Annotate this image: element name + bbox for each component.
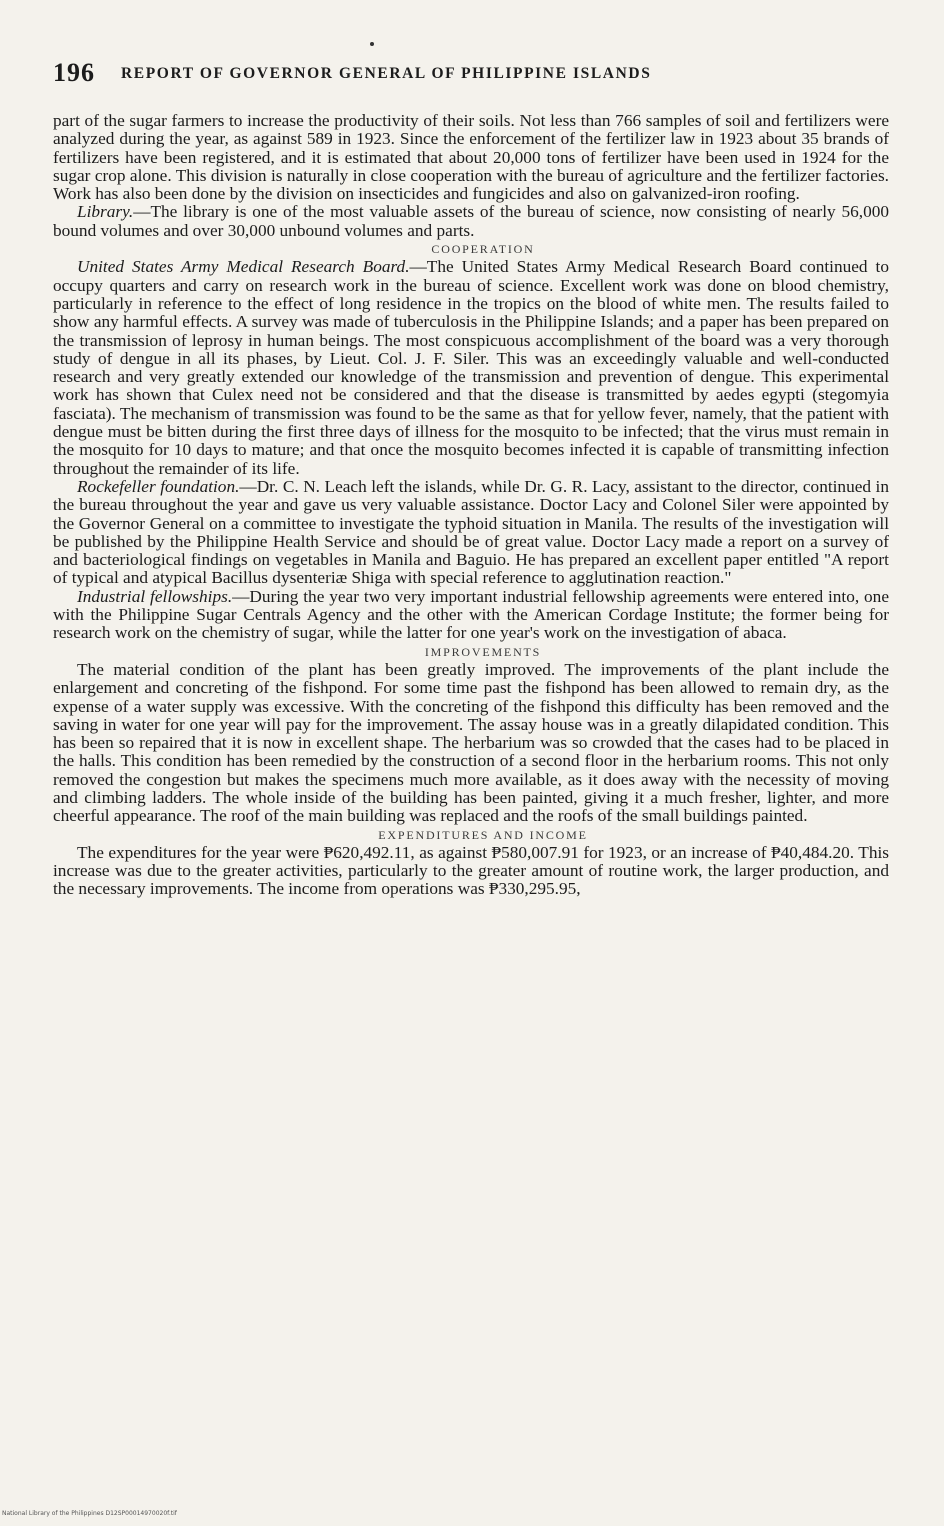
ink-speck bbox=[370, 42, 374, 46]
paragraph-rockefeller-text: —Dr. C. N. Leach left the islands, while Dr. G. R. Lacy, assistant to the director, continued in the bureau throughout the year and gave us very valuable assistance. Doctor Lacy and Colonel Siler were appointed by the Governor General on a committee to investigate the typhoid situation in Manila. The results of the investigation will be published by the Philippine Health Service and should be of great value. Doctor Lacy made a report on a survey of and bacteriological findings on vegetables in Manila and Baguio. He has prepared an excellent paper entitled "A report of typical and atypical Bacillus dysenteriæ Shiga with special reference to agglutination reaction." bbox=[53, 476, 889, 588]
paragraph-fellowships-text: —During the year two very important industrial fellowship agreements were entered into, one with the Philippine Sugar Centrals Agency and the other with the American Cordage Institute; the former being for research work on the chemistry of sugar, while the latter for one year's work on the investigation of abaca. bbox=[53, 586, 889, 643]
paragraph-expenditures: The expenditures for the year were ₱620,492.11, as against ₱580,007.91 for 1923, or an increase of ₱40,484.20. This increase was due to the greater activities, particularly to the greater amount of routine work, the larger production, and the necessary improvements. The income from operations was ₱330,295.95, bbox=[53, 842, 889, 899]
section-heading-cooperation: COOPERATION bbox=[431, 242, 535, 257]
scan-footer: National Library of the Philippines D12SP00014970020f.tif bbox=[2, 1510, 177, 1517]
paragraph-rockefeller bbox=[53, 478, 889, 588]
paragraph-improvements: The material condition of the plant has been greatly improved. The improvements of the plant include the enlargement and concreting of the fishpond. For some time past the fishpond has been allowed to remain dry, as the expense of a water supply was excessive. With the concreting of the fishpond this difficulty has been removed and the saving in water for one year will pay for the improvement. The assay house was in a greatly dilapidated condition. This has been so repaired that it is now in excellent shape. The herbarium was so crowded that the cases had to be placed in the halls. This condition has been remedied by the construction of a second floor in the herbarium rooms. This not only removed the congestion but makes the specimens much more available, as it does away with the necessity of moving and climbing ladders. The whole inside of the building has been painted, giving it a much fresher, lighter, and more cheerful appearance. The roof of the main building was replaced and the roofs of the small buildings painted. bbox=[53, 659, 889, 826]
paragraph-library bbox=[53, 203, 889, 240]
running-head: REPORT OF GOVERNOR GENERAL OF PHILIPPINE ISLANDS bbox=[121, 65, 652, 82]
paragraph-sugar-fertilizers: part of the sugar farmers to increase the productivity of their soils. Not less than 766 samples of soil and fertilizers were analyzed during the year, as against 589 in 1923. Since the enforcement of the fertilizer law in 1923 about 35 brands of fertilizers have been registered, and it is estimated that about 20,000 tons of fertilizer have been used in 1924 for the sugar crop alone. This division is naturally in close cooperation with the bureau of agriculture and the fertilizer factories. Work has also been done by the division on insecticides and fungicides and also on galvanized-iron roofing. bbox=[53, 111, 889, 204]
run-in-heading-army-board: United States Army Medical Research Board. bbox=[77, 257, 410, 277]
page-header bbox=[53, 58, 903, 92]
page-number: 196 bbox=[53, 58, 95, 87]
paragraph-industrial-fellowships bbox=[53, 588, 889, 643]
section-heading-improvements: IMPROVEMENTS bbox=[424, 644, 542, 659]
run-in-heading-library: Library. bbox=[77, 202, 134, 222]
paragraph-library-text: —The library is one of the most valuable assets of the bureau of science, now consisting of nearly 56,000 bound volumes and over 30,000 unbound volumes and parts. bbox=[53, 202, 889, 240]
section-heading-expenditures: EXPENDITURES AND INCOME bbox=[378, 827, 588, 842]
paragraph-army-medical-board bbox=[53, 258, 889, 478]
body-text bbox=[53, 112, 889, 899]
run-in-heading-rockefeller: Rockefeller foundation. bbox=[77, 476, 240, 496]
paragraph-army-board-text: —The United States Army Medical Research Board continued to occupy quarters and carry on research work in the bureau of science. Excellent work was done on blood chemistry, particularly in reference to the effect of long residence in the tropics on the blood of white men. The results failed to show any harmful effects. A survey was made of tuberculosis in the Philippine Islands; and a paper has been prepared on the transmission of leprosy in human beings. The most conspicuous accomplishment of the board was a very thorough study of dengue in all its phases, by Lieut. Col. J. F. Siler. This was an exceedingly valuable and well-conducted research and very greatly extended our knowledge of the transmission and prevention of dengue. This experimental work has shown that Culex need not be considered and that the disease is transmitted by aedes egypti (stegomyia fasciata). The mechanism of transmission was found to be the same as that for yellow fever, namely, that the patient with dengue must be bitten during the first three days of illness for the mosquito to be infected; that the virus must remain in the mosquito for 10 days to mature; and that once the mosquito becomes infected it is capable of transmitting infection throughout the remainder of its life. bbox=[53, 257, 889, 478]
run-in-heading-fellowships: Industrial fellowships. bbox=[77, 586, 233, 606]
